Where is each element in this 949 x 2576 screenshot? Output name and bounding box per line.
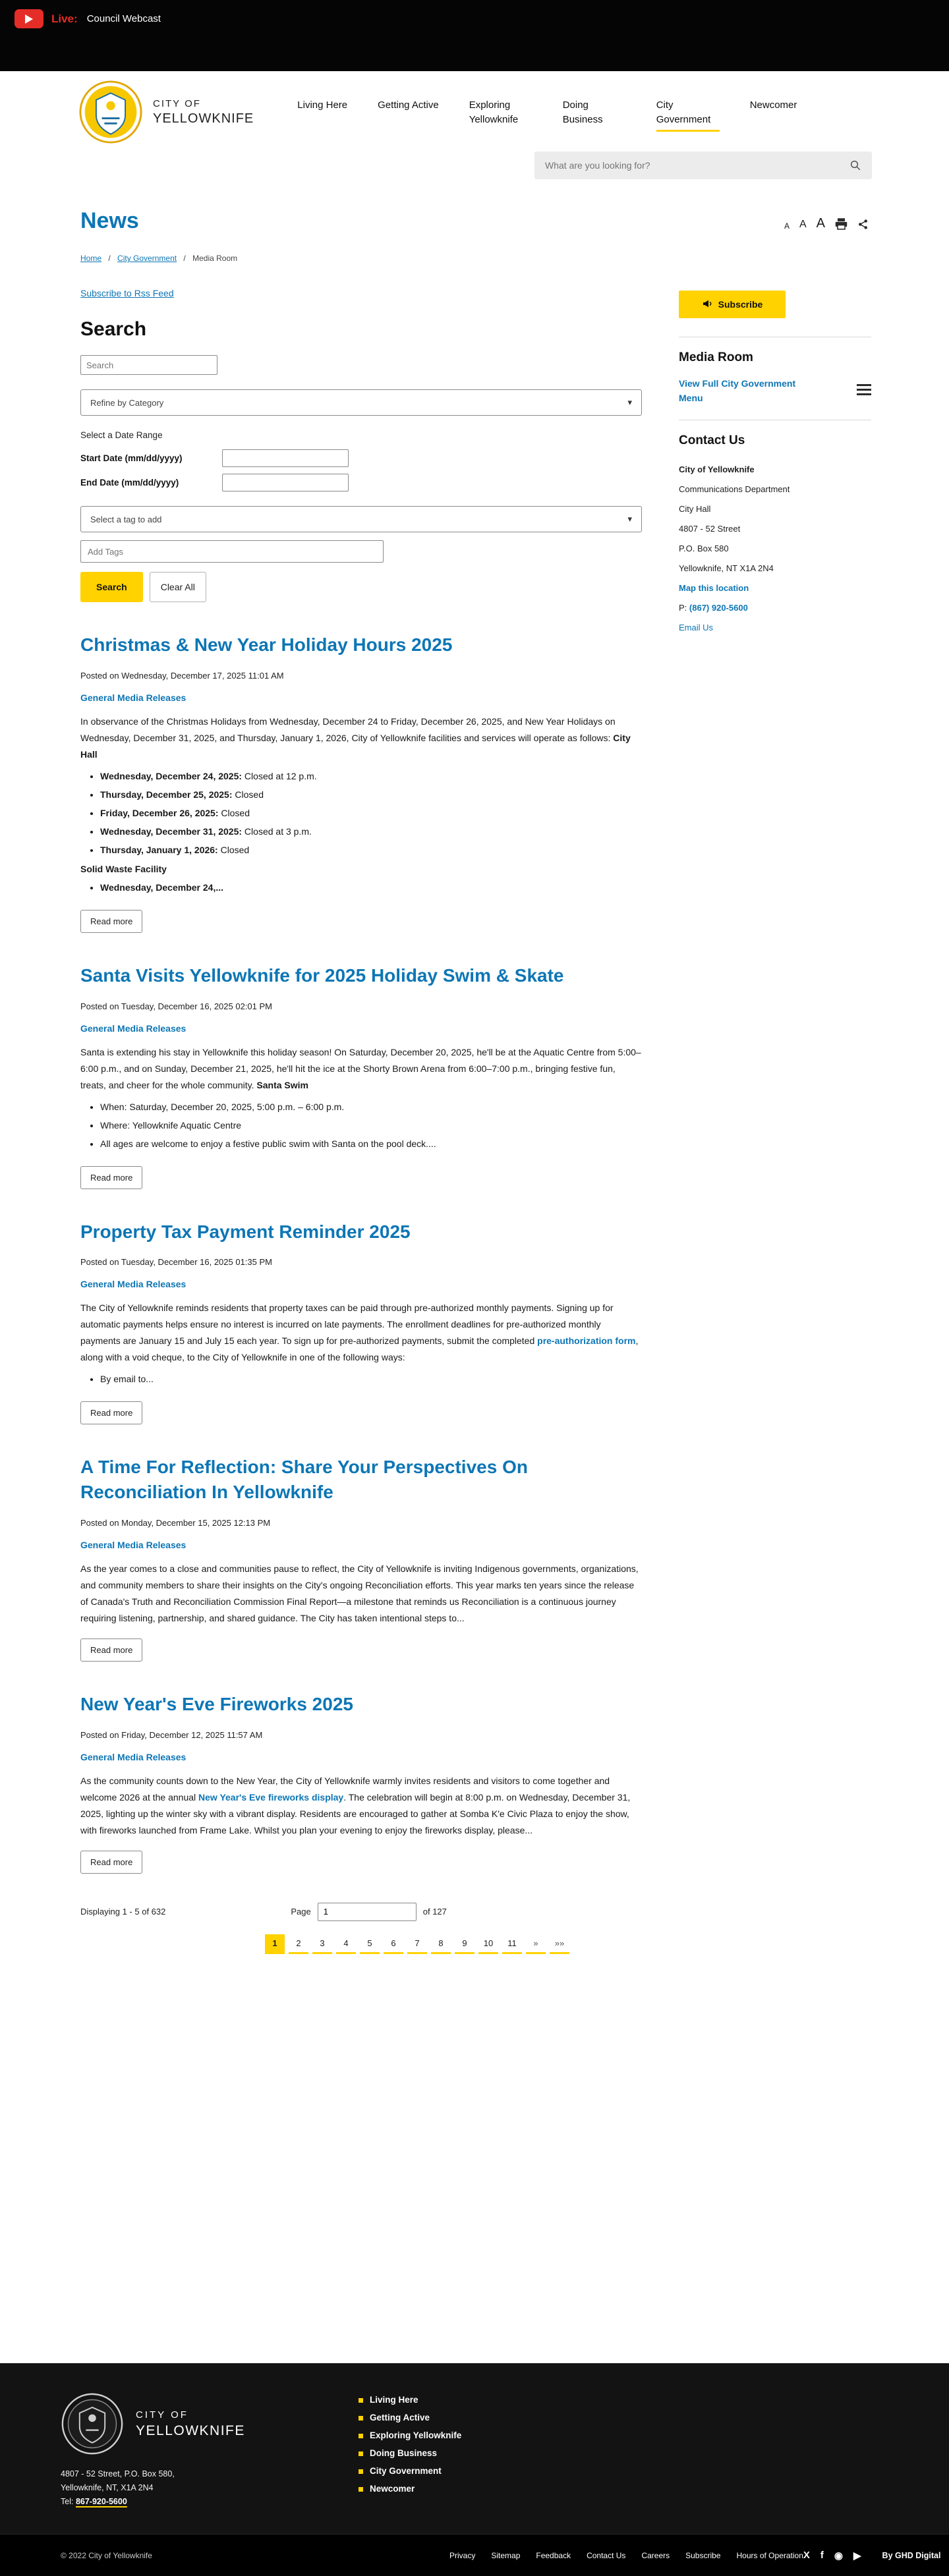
- footer-link-label: Living Here: [370, 2395, 418, 2405]
- next-page-button[interactable]: »: [526, 1934, 546, 1954]
- main-nav: [297, 93, 797, 132]
- body-text: Santa is extending his stay in Yellowknife this holiday season! On Saturday, December 20, 2025, he'll be at the Aquatic Centre from 5:00–6:00 p.m., and on Sunday, December 21, 2025, he'll hit the ice at the Shorty Brown Arena from 6:00–7:00 p.m., bringing festive fun, treats, and cheer for the whole community.: [80, 1046, 641, 1090]
- bottom-link-sitemap[interactable]: Sitemap: [491, 2550, 521, 2560]
- footer-address-line-2: Yellowknife, NT, X1A 2N4: [61, 2483, 154, 2492]
- contact-org: City of Yellowknife: [679, 464, 755, 475]
- bullet-list: [100, 768, 642, 858]
- search-icon[interactable]: [849, 159, 861, 171]
- end-date-label: End Date (mm/dd/yyyy): [80, 478, 179, 488]
- footer-link-label: Getting Active: [370, 2413, 430, 2422]
- bottom-link-privacy[interactable]: Privacy: [449, 2550, 476, 2560]
- bullet-list: [100, 1371, 642, 1387]
- subscribe-button[interactable]: [679, 291, 786, 318]
- font-size-large[interactable]: A: [816, 216, 825, 231]
- full-menu-row[interactable]: [679, 377, 871, 405]
- article: [80, 1219, 642, 1425]
- footer-link-city-government[interactable]: [359, 2466, 461, 2476]
- page-button-9[interactable]: 9: [455, 1934, 474, 1954]
- footer-brand-name: [136, 2409, 245, 2439]
- article: [80, 1692, 642, 1874]
- footer-link-label: Exploring Yellowknife: [370, 2430, 462, 2440]
- bottom-link-hours-of-operation[interactable]: Hours of Operation: [736, 2550, 803, 2560]
- bullet-icon: [359, 2398, 363, 2403]
- last-page-button[interactable]: »»: [550, 1934, 569, 1954]
- breadcrumb-current: Media Room: [192, 254, 238, 263]
- text-size-controls: [784, 217, 869, 234]
- bullet-icon: [359, 2434, 363, 2438]
- contact-us-heading: Contact Us: [679, 434, 745, 448]
- brand-line-2: YELLOWKNIFE: [153, 111, 254, 126]
- bottom-link-feedback[interactable]: Feedback: [536, 2550, 571, 2560]
- nav-item-exploring-yellowknife[interactable]: Exploring Yellowknife: [469, 99, 519, 125]
- content-column: [80, 271, 642, 1974]
- tag-select[interactable]: [80, 506, 642, 532]
- list-item: • Where: Yellowknife Aquatic Centre: [100, 1117, 642, 1134]
- article-title[interactable]: A Time For Reflection: Share Your Perspectives On Reconciliation In Yellowknife: [80, 1457, 528, 1503]
- bullet-bold: Thursday, January 1, 2026:: [100, 844, 218, 855]
- bottom-bar: [0, 2534, 949, 2576]
- search-buttons-row: [80, 572, 642, 602]
- bullet-text: Closed: [218, 807, 250, 818]
- footer-brand-line-2: YELLOWKNIFE: [136, 2422, 245, 2438]
- site-header: [0, 71, 949, 146]
- bullet-list: [100, 880, 642, 896]
- category-select[interactable]: [80, 389, 642, 416]
- copyright: © 2022 City of Yellowknife: [61, 2550, 152, 2560]
- article: [80, 1455, 642, 1662]
- search-heading: Search: [80, 318, 147, 340]
- page-button-4[interactable]: 4: [336, 1934, 356, 1954]
- article-body: [80, 1300, 642, 1366]
- read-more-button[interactable]: Read more: [80, 1401, 142, 1424]
- page-button-1[interactable]: 1: [265, 1934, 285, 1954]
- play-icon: [25, 14, 33, 24]
- bullet-icon: [359, 2487, 363, 2492]
- contact-city: Yellowknife, NT X1A 2N4: [679, 563, 774, 574]
- brand-line-1: CITY OF: [153, 98, 201, 109]
- article-body: [80, 1773, 642, 1839]
- start-date-label: Start Date (mm/dd/yyyy): [80, 453, 183, 463]
- category-select-value: Refine by Category: [90, 397, 164, 408]
- city-logo[interactable]: [79, 80, 142, 144]
- list-item: • When: Saturday, December 20, 2025, 5:00 p.m. – 6:00 p.m.: [100, 1099, 642, 1115]
- bullet-icon: [359, 2451, 363, 2456]
- body-text: , along with a void cheque, to the City of Yellowknife in one of the following ways:: [80, 1335, 639, 1363]
- full-menu-link[interactable]: View Full City Government Menu: [679, 378, 796, 403]
- fireworks-display-link[interactable]: New Year's Eve fireworks display: [198, 1791, 344, 1803]
- footer-link-newcomer[interactable]: [359, 2484, 461, 2494]
- list-item: • By email to...: [100, 1371, 642, 1387]
- page-title: News: [80, 208, 139, 233]
- article-title[interactable]: Property Tax Payment Reminder 2025: [80, 1221, 411, 1242]
- map-location-link[interactable]: Map this location: [679, 583, 749, 594]
- read-more-button[interactable]: Read more: [80, 1166, 142, 1189]
- date-range-label: Select a Date Range: [80, 430, 163, 440]
- brand-name[interactable]: [153, 98, 254, 126]
- nav-item-living-here[interactable]: Living Here: [297, 99, 348, 111]
- breadcrumb-city-government[interactable]: City Government: [117, 254, 177, 263]
- body-text: In observance of the Christmas Holidays from Wednesday, December 24 to Friday, December 26, 2025, and New Year Holidays on Wednesday, December 31, 2025, and Thursday, January 1, 2026, City of Yellowknife facilities and services will operate as follows:: [80, 715, 616, 743]
- bottom-links: [449, 2551, 803, 2560]
- body-text: . The celebration will begin at 8:00 p.m. on Wednesday, December 31, 2025, lighting up the winter sky with a vibrant display. Residents are encouraged to gather at Somba K'e Civic Plaza to enjoy the show, with fireworks launched from Frame Lake. Whilst you plan your evening to enjoy the fireworks display, please...: [80, 1791, 631, 1835]
- footer-address-line-1: 4807 - 52 Street, P.O. Box 580,: [61, 2469, 175, 2478]
- share-icon[interactable]: [857, 219, 869, 230]
- font-size-medium[interactable]: A: [799, 219, 807, 230]
- bullet-bold: Wednesday, December 31, 2025:: [100, 826, 243, 837]
- contact-us-block: [679, 434, 871, 638]
- tag-select-value: Select a tag to add: [90, 514, 162, 524]
- page-button-11[interactable]: 11: [502, 1934, 522, 1954]
- article-posted: Posted on Monday, December 15, 2025 12:13 PM: [80, 1517, 271, 1528]
- live-label: Live:: [51, 13, 78, 25]
- start-date-input[interactable]: [222, 449, 349, 467]
- footer-link-exploring-yellowknife[interactable]: [359, 2430, 461, 2440]
- instagram-icon[interactable]: ◉: [834, 2550, 843, 2562]
- site-search-input[interactable]: [545, 160, 849, 171]
- nav-item-doing-business[interactable]: Doing Business: [562, 99, 603, 125]
- chevron-down-icon: ▾: [627, 514, 632, 524]
- phone-link[interactable]: (867) 920-5600: [689, 603, 748, 613]
- body-text: The City of Yellowknife reminds residents that property taxes can be paid through pre-authorized monthly payments. Signing up for automatic payments helps ensure no interest is incurred on late payments. The enrollment deadlines for pre-authorized monthly payments are January 15 and July 15 each year. To sign up for pre-authorized payments, submit the completed: [80, 1302, 614, 1347]
- list-item: [100, 787, 642, 803]
- article: [80, 963, 642, 1189]
- article-category-link[interactable]: General Media Releases: [80, 692, 187, 703]
- footer-city-logo: [61, 2392, 124, 2455]
- article-posted: Posted on Friday, December 12, 2025 11:57 AM: [80, 1729, 263, 1740]
- facebook-icon[interactable]: f: [820, 2550, 824, 2561]
- print-icon[interactable]: [835, 218, 848, 230]
- contact-building: City Hall: [679, 504, 711, 515]
- article-title[interactable]: New Year's Eve Fireworks 2025: [80, 1693, 353, 1714]
- pagination: [192, 1934, 642, 1954]
- list-item: [100, 768, 642, 785]
- bottom-link-subscribe[interactable]: Subscribe: [685, 2550, 721, 2560]
- megaphone-icon: [702, 298, 712, 311]
- article-subheading: Solid Waste Facility: [80, 863, 167, 874]
- bullet-bold: Wednesday, December 24, 2025:: [100, 770, 243, 781]
- live-webcast-bar: [0, 0, 949, 71]
- page-input[interactable]: [318, 1903, 417, 1921]
- footer-link-label: Newcomer: [370, 2484, 415, 2494]
- page-button-8[interactable]: 8: [431, 1934, 451, 1954]
- bullet-text: Closed at 3 p.m.: [242, 826, 312, 837]
- contact-phone: [679, 598, 871, 618]
- page-head: [0, 192, 949, 234]
- article-posted: Posted on Wednesday, December 17, 2025 11:01 AM: [80, 670, 284, 681]
- sidebar: [679, 271, 871, 638]
- pre-authorization-form-link[interactable]: pre-authorization form: [537, 1335, 636, 1347]
- article-posted: Posted on Tuesday, December 16, 2025 01:35 PM: [80, 1257, 272, 1268]
- list-item: • All ages are welcome to enjoy a festive public swim with Santa on the pool deck....: [100, 1136, 642, 1152]
- pagination-summary: [80, 1903, 642, 1921]
- breadcrumb-home[interactable]: Home: [80, 254, 102, 263]
- footer-brand-line-1: CITY OF: [136, 2409, 188, 2421]
- bottom-link-careers[interactable]: Careers: [641, 2550, 670, 2560]
- page-button-10[interactable]: 10: [478, 1934, 498, 1954]
- article-body: [80, 714, 642, 763]
- nav-item-getting-active[interactable]: Getting Active: [378, 99, 439, 111]
- article-category-link[interactable]: General Media Releases: [80, 1539, 187, 1550]
- page-button-3[interactable]: 3: [312, 1934, 332, 1954]
- list-item: [100, 805, 642, 822]
- page-button-2[interactable]: 2: [289, 1934, 308, 1954]
- clear-all-button[interactable]: Clear All: [150, 572, 206, 602]
- page-control: [291, 1903, 447, 1921]
- footer-link-label: Doing Business: [370, 2448, 438, 2458]
- breadcrumb: [0, 234, 949, 267]
- start-date-row: [80, 449, 642, 467]
- end-date-row: [80, 474, 642, 491]
- x-icon[interactable]: X: [803, 2550, 810, 2561]
- page-button-7[interactable]: 7: [407, 1934, 427, 1954]
- list-item: [100, 824, 642, 840]
- social-icons: [803, 2550, 861, 2562]
- rss-feed-link[interactable]: Subscribe to Rss Feed: [80, 288, 174, 298]
- bullet-icon: [359, 2469, 363, 2474]
- results-count: Displaying 1 - 5 of 632: [80, 1907, 166, 1917]
- read-more-button[interactable]: Read more: [80, 1851, 142, 1874]
- footer-tel-link[interactable]: 867-920-5600: [75, 2497, 127, 2506]
- hamburger-menu-icon[interactable]: [857, 384, 871, 399]
- page-total: of 127: [422, 1907, 447, 1917]
- list-item: [100, 880, 642, 896]
- read-more-button[interactable]: Read more: [80, 910, 142, 933]
- font-size-small[interactable]: A: [784, 221, 790, 231]
- subscribe-label: Subscribe: [718, 299, 763, 310]
- end-date-input[interactable]: [222, 474, 349, 491]
- youtube-live-icon[interactable]: [14, 9, 43, 28]
- bullet-text: Closed: [232, 789, 264, 800]
- media-room-heading: Media Room: [679, 350, 753, 364]
- page-button-6[interactable]: 6: [384, 1934, 403, 1954]
- body-bold-text: City Hall: [80, 732, 631, 760]
- bullet-bold: Friday, December 26, 2025:: [100, 807, 219, 818]
- contact-department: Communications Department: [679, 484, 790, 495]
- article-body: [80, 1044, 642, 1094]
- main: [0, 267, 949, 1994]
- footer-link-living-here[interactable]: [359, 2395, 461, 2405]
- footer-brand-block: [61, 2392, 344, 2509]
- article-title[interactable]: Santa Visits Yellowknife for 2025 Holiday Swim & Skate: [80, 965, 564, 986]
- breadcrumb-separator: /: [183, 254, 186, 263]
- article-category-link[interactable]: General Media Releases: [80, 1279, 187, 1290]
- article-category-link[interactable]: General Media Releases: [80, 1751, 187, 1762]
- footer-link-getting-active[interactable]: [359, 2413, 461, 2422]
- contact-street: 4807 - 52 Street: [679, 524, 741, 534]
- bullet-text: Closed at 12 p.m.: [242, 770, 317, 781]
- live-webcast-title[interactable]: Council Webcast: [86, 13, 161, 24]
- nav-item-newcomer[interactable]: Newcomer: [749, 99, 797, 111]
- page-button-5[interactable]: 5: [360, 1934, 380, 1954]
- article-title[interactable]: Christmas & New Year Holiday Hours 2025: [80, 634, 453, 655]
- youtube-icon[interactable]: ▶: [853, 2550, 861, 2562]
- email-link[interactable]: Email Us: [679, 623, 714, 633]
- article-posted: Posted on Tuesday, December 16, 2025 02:01 PM: [80, 1001, 272, 1011]
- bullet-icon: [359, 2416, 363, 2421]
- bullet-text: Closed: [217, 844, 250, 855]
- bottom-link-contact-us[interactable]: Contact Us: [587, 2550, 626, 2560]
- contact-po-box: P.O. Box 580: [679, 544, 729, 554]
- news-search-input[interactable]: [80, 355, 217, 375]
- bullet-list: [100, 1099, 642, 1152]
- bullet-bold: Thursday, December 25, 2025:: [100, 789, 233, 800]
- article-category-link[interactable]: General Media Releases: [80, 1022, 187, 1034]
- read-more-button[interactable]: Read more: [80, 1638, 142, 1662]
- site-search[interactable]: [534, 152, 872, 179]
- body-bold-text: Santa Swim: [256, 1079, 309, 1090]
- footer-tel: [61, 2495, 344, 2509]
- list-item: [100, 842, 642, 858]
- nav-item-city-government[interactable]: City Government: [656, 98, 720, 132]
- phone-label: P:: [679, 603, 689, 613]
- site-search-row: [0, 146, 949, 192]
- tel-label: Tel:: [61, 2497, 76, 2506]
- footer-address: [61, 2467, 344, 2509]
- footer-brand[interactable]: [61, 2392, 344, 2455]
- search-button[interactable]: Search: [80, 572, 143, 602]
- ghd-digital-credit[interactable]: By GHD Digital: [882, 2550, 941, 2560]
- chevron-down-icon: ▾: [627, 397, 632, 407]
- footer: [0, 2363, 949, 2534]
- breadcrumb-separator: /: [108, 254, 111, 263]
- add-tags-input[interactable]: [80, 540, 384, 563]
- article: [80, 632, 642, 933]
- page-label: Page: [291, 1907, 311, 1917]
- article-body: As the year comes to a close and communities pause to reflect, the City of Yellowknife is inviting Indigenous governments, organizations, and community members to share their insights on the City's ongoing Reconciliation efforts. This year marks ten years since the release of Canada's Truth and Reconciliation Commission Final Report—a milestone that reminds us Reconciliation is a continuous journey requiring listening, partnership, and shared guidance. The City has taken intentional steps to...: [80, 1563, 639, 1623]
- bullet-bold: Wednesday, December 24,...: [100, 882, 224, 893]
- footer-link-doing-business[interactable]: [359, 2448, 461, 2458]
- footer-links: [359, 2395, 461, 2509]
- body-text: As the community counts down to the New Year, the City of Yellowknife warmly invites residents and visitors to come together and welcome 2026 at the annual: [80, 1775, 610, 1803]
- footer-link-label: City Government: [370, 2466, 442, 2476]
